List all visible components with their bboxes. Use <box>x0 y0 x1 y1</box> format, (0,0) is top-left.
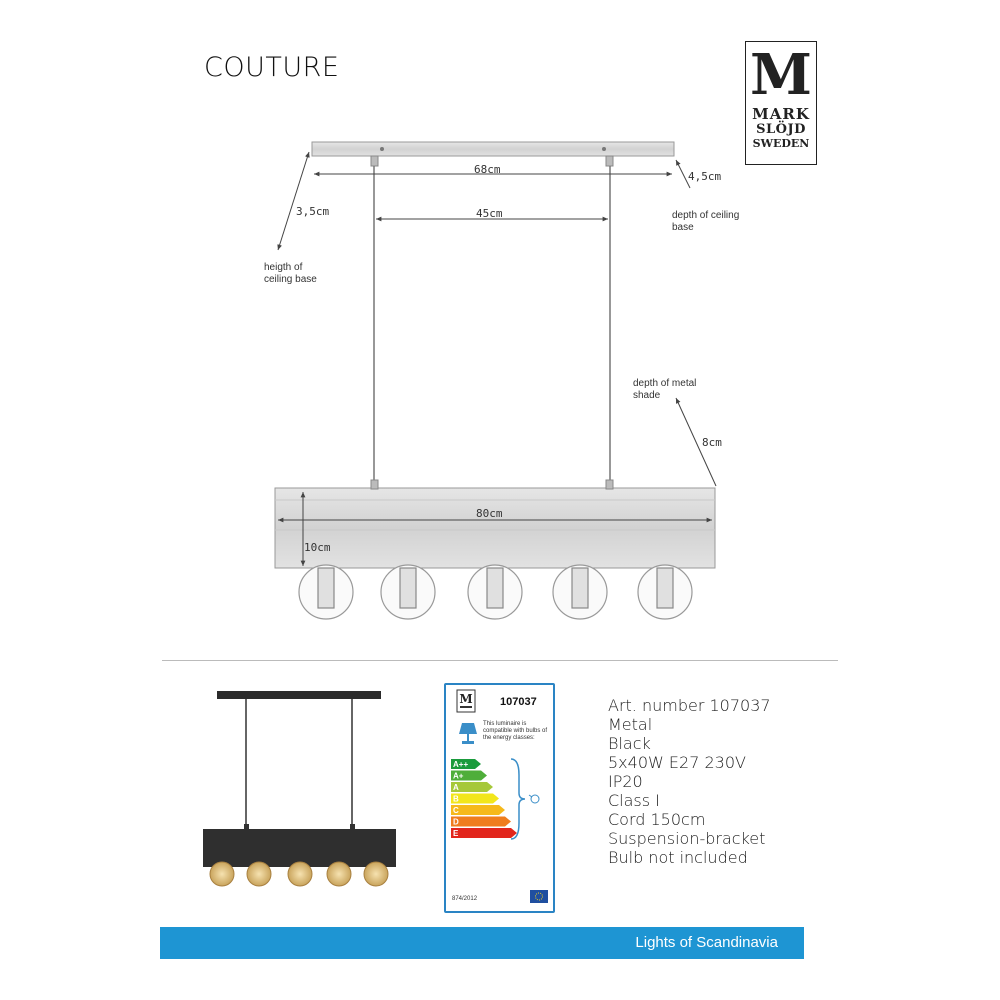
energy-class-label: A+ <box>453 771 464 781</box>
dim-depth-shade: 8cm <box>702 436 722 449</box>
dim-width-base: 68cm <box>474 163 501 176</box>
footer-bar <box>160 927 804 959</box>
dim-depth-base: 4,5cm <box>688 170 722 183</box>
energy-class-app <box>451 759 481 769</box>
note-line: depth of metal <box>633 378 697 389</box>
logo-letter: M <box>750 42 812 108</box>
note-line: shade <box>633 390 661 401</box>
product-title: COUTURE <box>204 52 340 83</box>
dim-cord-spacing: 45cm <box>476 207 503 220</box>
bulb-4 <box>553 565 607 619</box>
spec-line: Art. number 107037 <box>608 696 771 715</box>
product-photo <box>196 690 396 890</box>
svg-text:M: M <box>459 692 473 706</box>
energy-class-d <box>451 817 511 827</box>
dim-width-shade: 80cm <box>476 507 503 520</box>
energy-class-label: A++ <box>453 760 469 769</box>
label-logo <box>456 689 476 713</box>
note-height-base <box>264 262 317 286</box>
energy-label <box>444 683 555 913</box>
label-regulation: 874/2012 <box>452 896 478 902</box>
energy-class-c <box>451 805 505 815</box>
label-text: This luminaire is compatible with bulbs of the energy classes: <box>483 721 548 741</box>
bulb-2 <box>381 565 435 619</box>
logo-line-1: MARK <box>752 105 810 123</box>
energy-class-label: E <box>453 829 459 838</box>
label-article: 107037 <box>500 696 537 708</box>
spec-line: 5x40W E27 230V <box>608 753 746 772</box>
lamp-icon <box>458 721 478 745</box>
energy-class-e <box>451 828 517 838</box>
bulb-3 <box>468 565 522 619</box>
spec-line: Bulb not included <box>608 848 748 867</box>
energy-class-label: A <box>453 783 459 792</box>
energy-class-ap <box>451 771 487 781</box>
dim-height-shade: 10cm <box>304 541 331 554</box>
energy-class-a <box>451 782 493 792</box>
bulb-icon <box>529 795 539 803</box>
spec-line: Metal <box>608 715 653 734</box>
brace <box>511 759 525 839</box>
footer-tagline: Lights of Scandinavia <box>635 934 778 951</box>
energy-class-b <box>451 794 499 804</box>
energy-class-label: D <box>453 817 459 827</box>
note-depth-base <box>672 210 739 234</box>
logo-line-2: SLÖJD <box>756 122 806 137</box>
energy-class-label: C <box>453 806 459 815</box>
bulb-1 <box>299 565 353 619</box>
spec-line: IP20 <box>608 772 643 791</box>
note-line: depth of ceiling <box>672 210 740 221</box>
spec-line: Black <box>608 734 651 753</box>
note-line: ceiling base <box>264 274 317 285</box>
note-line: base <box>672 222 694 233</box>
note-line: heigth of <box>264 262 303 273</box>
ceiling-base <box>312 142 674 156</box>
dim-height-base: 3,5cm <box>296 205 330 218</box>
note-depth-shade <box>633 378 696 402</box>
logo-line-3: SWEDEN <box>752 137 810 150</box>
spec-line: Suspension-bracket <box>608 829 766 848</box>
energy-classes <box>451 755 551 855</box>
divider <box>162 660 838 661</box>
bulb-5 <box>638 565 692 619</box>
spec-list <box>608 696 771 867</box>
spec-line: Cord 150cm <box>608 810 706 829</box>
energy-class-label: B <box>453 794 459 804</box>
spec-line: Class I <box>608 791 660 810</box>
eu-flag-icon <box>530 890 548 903</box>
